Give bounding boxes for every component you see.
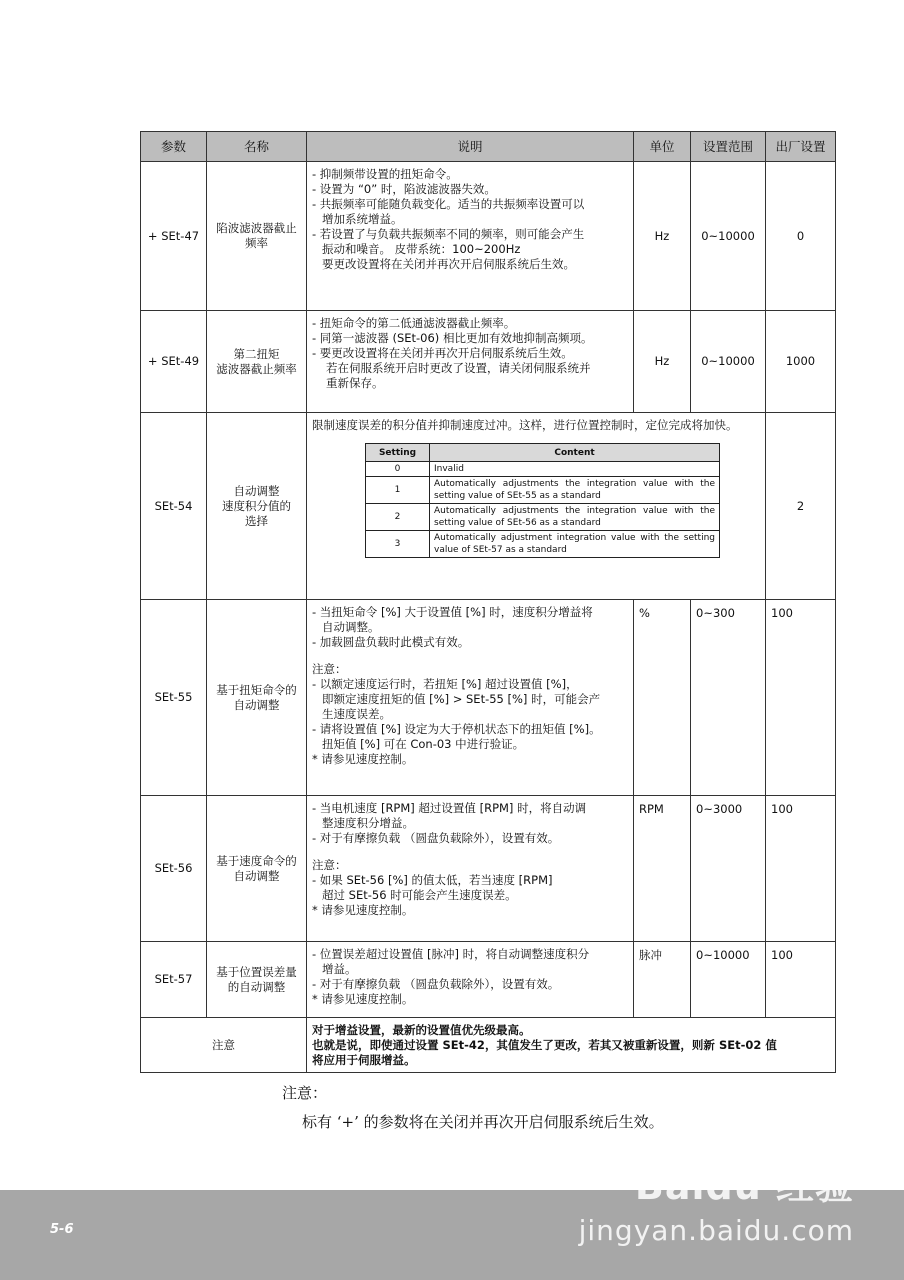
desc-line: - 如果 SEt-56 [%] 的值太低，若当速度 [RPM] bbox=[312, 873, 553, 887]
baidu-logo: Baidu 经验 bbox=[634, 1164, 854, 1208]
desc-line: * 请参见速度控制。 bbox=[312, 752, 414, 766]
page-footer bbox=[0, 1164, 904, 1280]
param-range: 0~3000 bbox=[691, 796, 766, 942]
note-line bbox=[312, 1038, 830, 1053]
param-name-line: 滤波器截止频率 bbox=[216, 361, 297, 376]
desc-line: - 共振频率可能随负载变化。适当的共振频率设置可以 bbox=[312, 197, 585, 211]
setting-content: Automatically adjustment integration value with the setting value of SEt-57 as a standard bbox=[430, 531, 720, 558]
desc-line: 即额定速度扭矩的值 [%] > SEt-55 [%] 时，可能会产 bbox=[322, 692, 601, 706]
setting-row bbox=[366, 531, 720, 558]
param-name bbox=[207, 311, 307, 413]
setting-header: Setting bbox=[366, 444, 430, 462]
desc-line: 增加系统增益。 bbox=[322, 212, 403, 226]
desc-line: 生速度误差。 bbox=[322, 707, 391, 721]
setting-row bbox=[366, 504, 720, 531]
spacer bbox=[312, 846, 628, 858]
param-desc bbox=[307, 600, 634, 796]
param-name bbox=[207, 942, 307, 1018]
param-name: 陷波滤波器截止频率 bbox=[207, 162, 307, 311]
param-unit: 脉冲 bbox=[634, 942, 691, 1018]
note-param-ref: SEt-42 bbox=[442, 1037, 485, 1052]
note-row bbox=[141, 1018, 836, 1073]
param-code: SEt-56 bbox=[141, 796, 207, 942]
desc-note-label: 注意： bbox=[312, 662, 347, 676]
desc-note-label: 注意： bbox=[312, 858, 347, 872]
desc-line: - 对于有摩擦负载 （圆盘负载除外），设置有效。 bbox=[312, 831, 560, 845]
desc-line: - 抑制频带设置的扭矩命令。 bbox=[312, 167, 458, 181]
desc-line: 整速度积分增益。 bbox=[322, 816, 414, 830]
setting-value: 3 bbox=[366, 531, 430, 558]
desc-line: - 当电机速度 [RPM] 超过设置值 [RPM] 时，将自动调 bbox=[312, 801, 587, 815]
note-param-ref: SEt-02 bbox=[718, 1037, 762, 1052]
param-desc bbox=[307, 311, 634, 413]
table-row bbox=[141, 162, 836, 311]
desc-line: - 同第一滤波器 (SEt-06) 相比更加有效地抑制高频项。 bbox=[312, 331, 593, 345]
setting-table bbox=[365, 443, 720, 558]
param-default: 2 bbox=[766, 413, 836, 600]
param-code: + SEt-49 bbox=[141, 311, 207, 413]
param-code: SEt-57 bbox=[141, 942, 207, 1018]
param-name-line: 自动调整 bbox=[233, 697, 280, 712]
desc-line: 要更改设置将在关闭并再次开启伺服系统后生效。 bbox=[322, 257, 575, 271]
note-line: 将应用于伺服增益。 bbox=[312, 1052, 416, 1067]
footnote-body: 标有 ‘+’ 的参数将在关闭并再次开启伺服系统后生效。 bbox=[302, 1113, 664, 1131]
desc-line: - 扭矩命令的第二低通滤波器截止频率。 bbox=[312, 316, 516, 330]
param-name bbox=[207, 413, 307, 600]
desc-line: 重新保存。 bbox=[326, 376, 384, 390]
param-name-line: 基于速度命令的 bbox=[216, 853, 297, 868]
param-name bbox=[207, 600, 307, 796]
note-text-part: ，其值发生了更改，若其又被重新设置，则新 bbox=[484, 1037, 715, 1052]
note-text bbox=[307, 1018, 836, 1073]
table-header-row bbox=[141, 132, 836, 162]
param-range: 0~10000 bbox=[691, 162, 766, 311]
param-name-line: 的自动调整 bbox=[227, 979, 286, 994]
desc-line: - 对于有摩擦负载 （圆盘负载除外），设置有效。 bbox=[312, 977, 560, 991]
parameter-table bbox=[140, 131, 836, 1073]
desc-line: - 要更改设置将在关闭并再次开启伺服系统后生效。 bbox=[312, 346, 573, 360]
param-range: 0~10000 bbox=[691, 942, 766, 1018]
spacer bbox=[312, 650, 628, 662]
setting-value: 0 bbox=[366, 462, 430, 477]
param-code: SEt-54 bbox=[141, 413, 207, 600]
setting-content: Automatically adjustments the integration value with the setting value of SEt-55 as a standard bbox=[430, 477, 720, 504]
param-desc bbox=[307, 413, 766, 600]
desc-line: 自动调整。 bbox=[322, 620, 380, 634]
note-text-part: 也就是说，即使通过设置 bbox=[312, 1037, 439, 1052]
desc-text: 限制速度误差的积分值并抑制速度过冲。这样，进行位置控制时，定位完成将加快。 bbox=[312, 418, 738, 432]
watermark-url: jingyan.baidu.com bbox=[578, 1214, 854, 1247]
param-name-line: 速度积分值的 bbox=[222, 498, 291, 513]
desc-line: - 设置为 “0” 时，陷波滤波器失效。 bbox=[312, 182, 496, 196]
table-row bbox=[141, 942, 836, 1018]
param-unit: Hz bbox=[634, 311, 691, 413]
desc-line: 若在伺服系统开启时更改了设置，请关闭伺服系统并 bbox=[326, 361, 591, 375]
param-desc bbox=[307, 796, 634, 942]
desc-line: - 若设置了与负载共振频率不同的频率，则可能会产生 bbox=[312, 227, 585, 241]
param-name-line: 选择 bbox=[245, 513, 268, 528]
header-desc: 说明 bbox=[307, 132, 634, 162]
header-param: 参数 bbox=[141, 132, 207, 162]
param-name-line: 自动调整 bbox=[233, 483, 280, 498]
footnote-title: 注意： bbox=[282, 1084, 328, 1102]
desc-line: - 请将设置值 [%] 设定为大于停机状态下的扭矩值 [%]。 bbox=[312, 722, 601, 736]
desc-line: * 请参见速度控制。 bbox=[312, 903, 414, 917]
param-unit: RPM bbox=[634, 796, 691, 942]
setting-row bbox=[366, 462, 720, 477]
content-header: Content bbox=[430, 444, 720, 462]
param-unit: % bbox=[634, 600, 691, 796]
param-default: 100 bbox=[766, 600, 836, 796]
header-unit: 单位 bbox=[634, 132, 691, 162]
param-default: 1000 bbox=[766, 311, 836, 413]
desc-line: - 以额定速度运行时，若扭矩 [%] 超过设置值 [%]， bbox=[312, 677, 578, 691]
table-row bbox=[141, 413, 836, 600]
param-name-line: 基于位置误差量 bbox=[216, 964, 297, 979]
header-name: 名称 bbox=[207, 132, 307, 162]
param-code: SEt-55 bbox=[141, 600, 207, 796]
param-name-line: 自动调整 bbox=[233, 868, 280, 883]
param-unit: Hz bbox=[634, 162, 691, 311]
param-name bbox=[207, 796, 307, 942]
note-text-part: 值 bbox=[765, 1037, 777, 1052]
note-line: 对于增益设置，最新的设置值优先级最高。 bbox=[312, 1022, 531, 1037]
param-range: 0~300 bbox=[691, 600, 766, 796]
desc-line: 增益。 bbox=[322, 962, 357, 976]
table-row bbox=[141, 796, 836, 942]
desc-line: 振动和噪音。 皮带系统：100~200Hz bbox=[322, 242, 521, 256]
setting-row bbox=[366, 477, 720, 504]
desc-line: - 位置误差超过设置值 [脉冲] 时，将自动调整速度积分 bbox=[312, 947, 590, 961]
param-code: + SEt-47 bbox=[141, 162, 207, 311]
desc-line: 扭矩值 [%] 可在 Con-03 中进行验证。 bbox=[322, 737, 525, 751]
header-default: 出厂设置 bbox=[766, 132, 836, 162]
setting-header-row bbox=[366, 444, 720, 462]
param-default: 0 bbox=[766, 162, 836, 311]
page-number: 5-6 bbox=[50, 1222, 74, 1237]
param-name-line: 基于扭矩命令的 bbox=[216, 682, 297, 697]
table-row bbox=[141, 600, 836, 796]
param-default: 100 bbox=[766, 796, 836, 942]
note-label: 注意 bbox=[141, 1018, 307, 1073]
setting-value: 1 bbox=[366, 477, 430, 504]
header-range: 设置范围 bbox=[691, 132, 766, 162]
setting-content: Automatically adjustments the integration value with the setting value of SEt-56 as a standard bbox=[430, 504, 720, 531]
param-default: 100 bbox=[766, 942, 836, 1018]
desc-line: - 当扭矩命令 [%] 大于设置值 [%] 时，速度积分增益将 bbox=[312, 605, 593, 619]
setting-content: Invalid bbox=[430, 462, 720, 477]
watermark bbox=[579, 1155, 854, 1247]
desc-line: - 加载圆盘负载时此模式有效。 bbox=[312, 635, 470, 649]
setting-value: 2 bbox=[366, 504, 430, 531]
param-name-line: 第二扭矩 bbox=[233, 346, 280, 361]
table-row bbox=[141, 311, 836, 413]
param-desc bbox=[307, 162, 634, 311]
param-desc bbox=[307, 942, 634, 1018]
desc-line: 超过 SEt-56 时可能会产生速度误差。 bbox=[322, 888, 517, 902]
param-range: 0~10000 bbox=[691, 311, 766, 413]
desc-line: * 请参见速度控制。 bbox=[312, 992, 414, 1006]
